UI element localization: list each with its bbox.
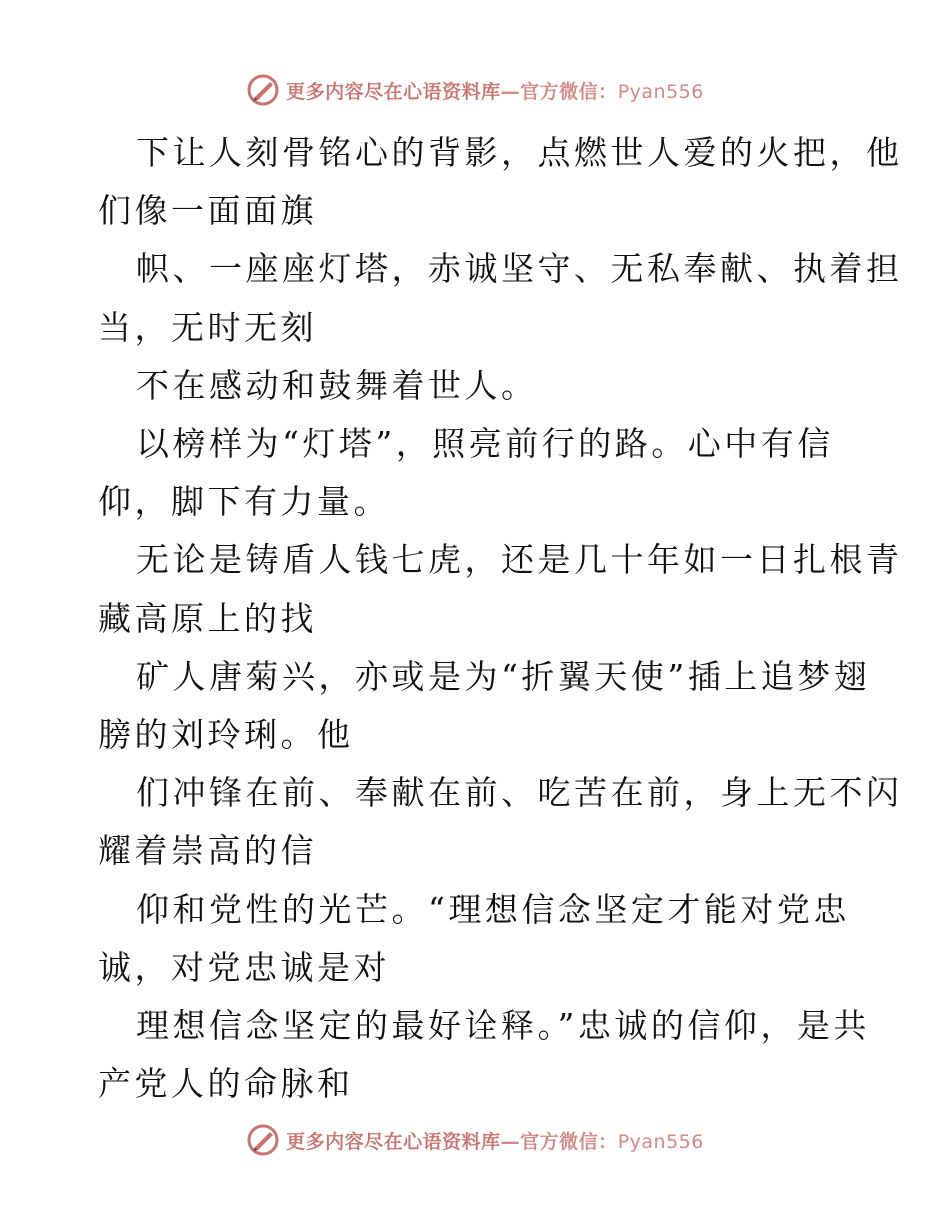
- banner-wechat-label: 官方微信：: [520, 1130, 618, 1153]
- text-line: 矿人唐菊兴，亦或是为“折翼天使”插上追梦翅: [136, 656, 871, 696]
- text-line: 以榜样为“灯塔”，照亮前行的路。心中有信: [136, 424, 834, 464]
- text-line: 诚，对党忠诚是对: [98, 947, 390, 987]
- quill-seal-icon: [246, 1123, 280, 1157]
- banner-prefix: 更多内容尽在心语资料库: [286, 80, 501, 103]
- text-line: 帜、一座座灯塔，赤诚坚守、无私奉献、执着担: [136, 249, 903, 289]
- text-line: 无论是铸盾人钱七虎，还是几十年如一日扎根青: [136, 540, 903, 580]
- text-line: 们像一面面旗: [98, 191, 317, 231]
- document-body: [98, 124, 903, 1113]
- banner-dash: —: [500, 1130, 521, 1153]
- text-line: 仰和党性的光芒。“理想信念坚定才能对党忠: [136, 889, 850, 929]
- header-banner: [0, 70, 950, 110]
- banner-prefix: 更多内容尽在心语资料库: [286, 1130, 501, 1153]
- text-line: 不在感动和鼓舞着世人。: [136, 365, 538, 405]
- text-line: 下让人刻骨铭心的背影，点燃世人爱的火把，他: [136, 133, 903, 173]
- text-line: 产党人的命脉和: [98, 1064, 354, 1104]
- quill-seal-icon: [246, 73, 280, 107]
- text-line: 膀的刘玲琍。他: [98, 714, 354, 754]
- text-line: 们冲锋在前、奉献在前、吃苦在前，身上无不闪: [136, 773, 903, 813]
- text-line: 藏高原上的找: [98, 598, 317, 638]
- text-line: 理想信念坚定的最好诠释。”忠诚的信仰，是共: [136, 1005, 870, 1045]
- text-line: 耀着崇高的信: [98, 831, 317, 871]
- footer-banner: [0, 1120, 950, 1160]
- banner-dash: —: [500, 80, 521, 103]
- banner-wechat-id: Pyan556: [617, 1130, 704, 1153]
- banner-wechat-label: 官方微信：: [520, 80, 618, 103]
- banner-text: [286, 1127, 704, 1154]
- text-line: 当，无时无刻: [98, 307, 317, 347]
- banner-wechat-id: Pyan556: [617, 80, 704, 103]
- banner-text: [286, 77, 704, 104]
- text-line: 仰，脚下有力量。: [98, 482, 390, 522]
